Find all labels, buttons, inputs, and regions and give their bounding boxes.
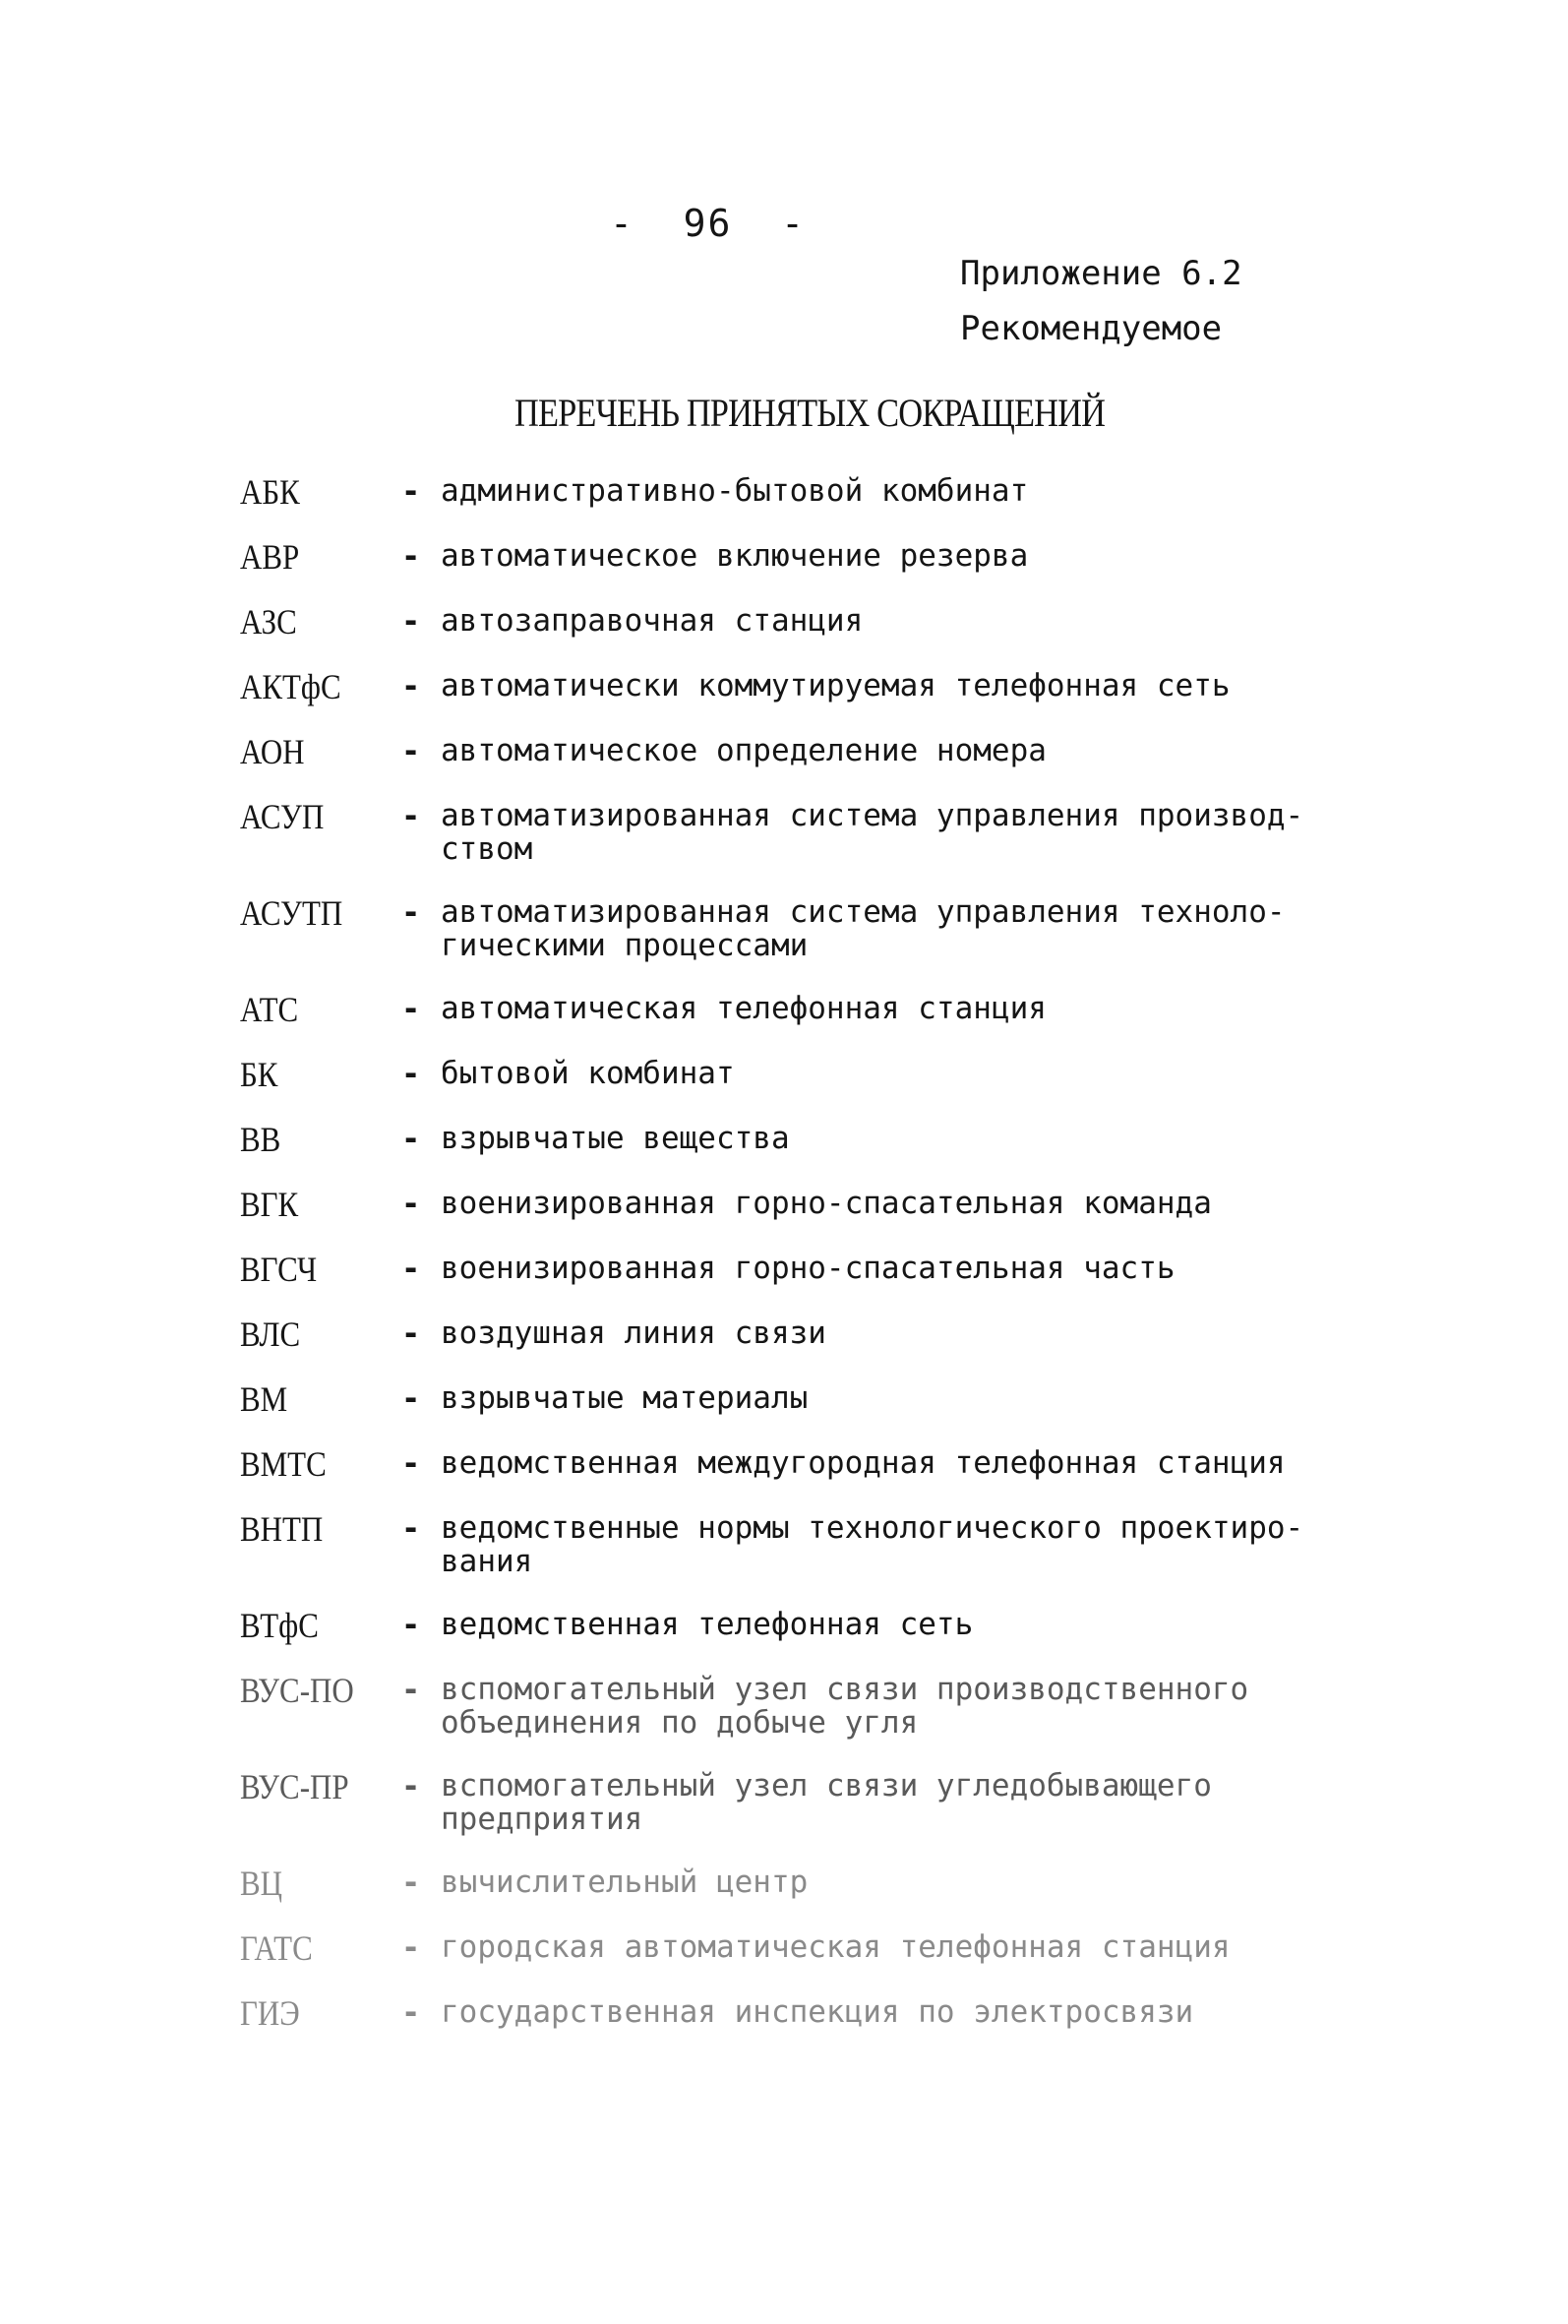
abbreviation-dash: - [401, 990, 421, 1027]
abbreviation-code: ВТфС [240, 1606, 319, 1645]
abbreviation-dash: - [401, 1509, 421, 1547]
abbreviation-definition: автоматизированная система управления производ- ством [441, 798, 1304, 867]
abbreviation-dash: - [401, 537, 421, 575]
abbreviation-code: ВЦ [240, 1864, 283, 1903]
abbreviation-row [240, 895, 1401, 962]
abbreviation-definition: автоматическое включение резерва [441, 538, 1029, 574]
abbreviation-code: АОН [240, 732, 305, 771]
abbreviation-code: ВМТС [240, 1444, 327, 1484]
abbreviation-row [240, 1930, 1401, 1966]
abbreviation-dash: - [401, 732, 421, 769]
abbreviation-list [240, 474, 1401, 2031]
abbreviation-row [240, 474, 1401, 510]
abbreviation-row [240, 1381, 1401, 1417]
page-number: - 96 - [610, 202, 807, 245]
abbreviation-definition: автоматически коммутируемая телефонная сеть [441, 668, 1231, 703]
abbreviation-row [240, 1673, 1401, 1740]
abbreviation-dash: - [401, 893, 421, 931]
abbreviation-row [240, 1187, 1401, 1222]
abbreviation-definition: бытовой комбинат [441, 1056, 735, 1091]
abbreviation-definition: военизированная горно-спасательная часть [441, 1251, 1176, 1286]
abbreviation-definition: автозаправочная станция [441, 603, 864, 639]
abbreviation-definition: взрывчатые материалы [441, 1380, 809, 1416]
abbreviation-dash: - [401, 472, 421, 510]
abbreviation-code: ВУС-ПО [240, 1671, 354, 1710]
annex-status: Рекомендуемое [960, 309, 1223, 348]
abbreviation-code: БК [240, 1055, 278, 1094]
abbreviation-dash: - [401, 797, 421, 834]
abbreviation-code: ВВ [240, 1120, 281, 1159]
document-title: ПЕРЕЧЕНЬ ПРИНЯТЫХ СОКРАЩЕНИЙ [514, 391, 1106, 435]
abbreviation-definition: вычислительный центр [441, 1865, 809, 1900]
abbreviation-dash: - [401, 1444, 421, 1482]
abbreviation-dash: - [401, 1315, 421, 1352]
abbreviation-row [240, 1511, 1401, 1578]
abbreviation-dash: - [401, 1993, 421, 2031]
abbreviation-row [240, 539, 1401, 575]
abbreviation-definition: автоматическая телефонная станция [441, 991, 1047, 1026]
abbreviation-dash: - [401, 1767, 421, 1804]
abbreviation-dash: - [401, 1379, 421, 1417]
abbreviation-dash: - [401, 602, 421, 640]
abbreviation-dash: - [401, 667, 421, 704]
abbreviation-code: АТС [240, 990, 299, 1029]
abbreviation-row [240, 799, 1401, 866]
abbreviation-row [240, 992, 1401, 1027]
abbreviation-dash: - [401, 1864, 421, 1901]
abbreviation-row [240, 1769, 1401, 1836]
abbreviation-definition: административно-бытовой комбинат [441, 473, 1029, 509]
abbreviation-dash: - [401, 1120, 421, 1157]
abbreviation-dash: - [401, 1055, 421, 1092]
abbreviation-definition: государственная инспекция по электросвязи [441, 1994, 1194, 2030]
abbreviation-code: АВР [240, 537, 300, 577]
abbreviation-row [240, 1446, 1401, 1482]
abbreviation-dash: - [401, 1606, 421, 1643]
abbreviation-row [240, 734, 1401, 769]
abbreviation-code: ГИЭ [240, 1993, 300, 2033]
abbreviation-code: АЗС [240, 602, 297, 642]
abbreviation-row [240, 604, 1401, 640]
abbreviation-definition: воздушная линия связи [441, 1315, 826, 1351]
abbreviation-row [240, 1865, 1401, 1901]
abbreviation-dash: - [401, 1928, 421, 1966]
abbreviation-definition: ведомственная междугородная телефонная станция [441, 1445, 1286, 1481]
abbreviation-code: АКТфС [240, 667, 341, 706]
abbreviation-row [240, 1316, 1401, 1352]
abbreviation-definition: военизированная горно-спасательная команда [441, 1186, 1212, 1221]
abbreviation-definition: вспомогательный узел связи угледобывающего предприятия [441, 1768, 1212, 1837]
abbreviation-code: ВМ [240, 1379, 288, 1419]
abbreviation-code: ВЛС [240, 1315, 301, 1354]
abbreviation-code: ВУС-ПР [240, 1767, 349, 1806]
abbreviation-definition: вспомогательный узел связи производственного объединения по добыче угля [441, 1672, 1249, 1741]
abbreviation-row [240, 1122, 1401, 1157]
annex-header [960, 246, 1242, 356]
abbreviation-code: АБК [240, 472, 300, 512]
abbreviation-code: АСУП [240, 797, 325, 836]
abbreviation-definition: ведомственная телефонная сеть [441, 1607, 974, 1642]
abbreviation-code: ВГК [240, 1185, 299, 1224]
abbreviation-row [240, 1252, 1401, 1287]
abbreviation-row [240, 1995, 1401, 2031]
abbreviation-row [240, 1608, 1401, 1643]
abbreviation-dash: - [401, 1185, 421, 1222]
abbreviation-definition: автоматизированная система управления техноло- гическими процессами [441, 894, 1286, 963]
annex-number: Приложение 6.2 [960, 254, 1242, 293]
abbreviation-dash: - [401, 1671, 421, 1708]
abbreviation-row [240, 669, 1401, 704]
abbreviation-definition: ведомственные нормы технологического проектиро- вания [441, 1510, 1304, 1579]
abbreviation-row [240, 1057, 1401, 1092]
abbreviation-definition: автоматическое определение номера [441, 733, 1047, 768]
abbreviation-dash: - [401, 1250, 421, 1287]
abbreviation-code: ВНТП [240, 1509, 324, 1549]
abbreviation-definition: городская автоматическая телефонная станция [441, 1929, 1231, 1965]
abbreviation-code: АСУТП [240, 893, 343, 933]
abbreviation-code: ВГСЧ [240, 1250, 318, 1289]
abbreviation-definition: взрывчатые вещества [441, 1121, 790, 1156]
abbreviation-code: ГАТС [240, 1928, 313, 1968]
